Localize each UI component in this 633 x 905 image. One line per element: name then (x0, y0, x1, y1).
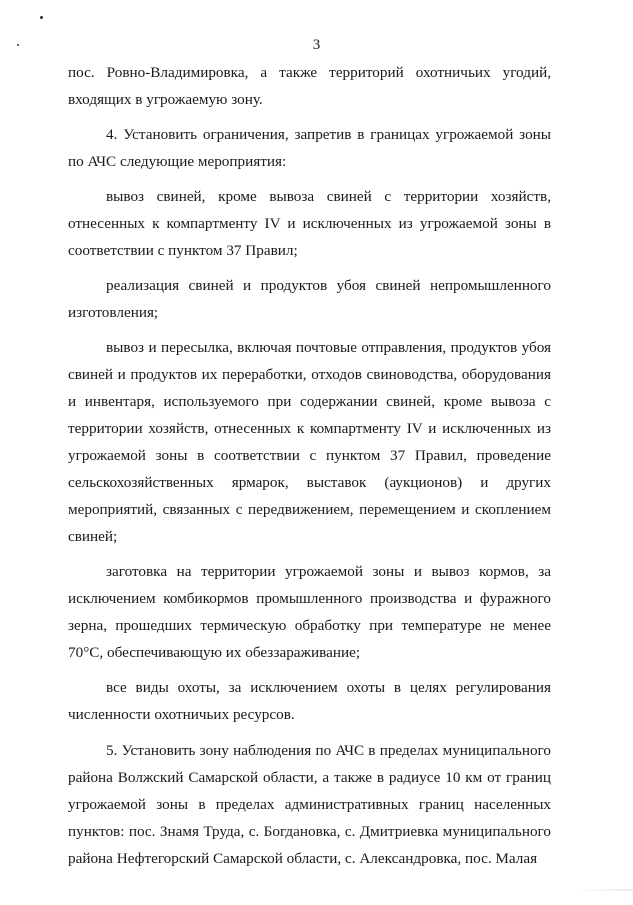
scan-edge-mark (573, 889, 633, 891)
paragraph-item-4: 4. Установить ограничения, запретив в границах угрожаемой зоны по АЧС следующие мероприятия: (68, 126, 551, 170)
paragraph-pig-sale: реализация свиней и продуктов убоя свиней непромышленного изготовления; (68, 277, 551, 321)
paragraph-pig-export: вывоз свиней, кроме вывоза свиней с территории хозяйств, отнесенных к компартменту IV и исключенных из угрожаемой зоны в соответствии с пунктом 37 Правил; (68, 188, 551, 259)
paragraph-products-export: вывоз и пересылка, включая почтовые отправления, продуктов убоя свиней и продуктов их переработки, отходов свиноводства, оборудования и инвентаря, используемого при содержании свиней, кроме вывоза с территории хозяйств, отнесенных к компартменту IV и исключенных из угрожаемой зоны в соответствии с пунктом 37 Правил, проведение сельскохозяйственных ярмарок, выставок (аукционов) и других мероприятий, связанных с передвижением, перемещением и скоплением свиней; (68, 339, 551, 545)
paragraph-continuation: пос. Ровно-Владимировка, а также территорий охотничьих угодий, входящих в угрожаемую зону. (68, 64, 551, 108)
paragraph-hunting: все виды охоты, за исключением охоты в целях регулирования численности охотничьих ресурсов. (68, 679, 551, 723)
paragraph-feed-harvest: заготовка на территории угрожаемой зоны и вывоз кормов, за исключением комбикормов промышленного производства и фуражного зерна, прошедших термическую обработку при температуре не менее 70°С, обеспечивающую их обеззараживание; (68, 563, 551, 661)
document-body (68, 59, 551, 872)
paragraph-item-5: 5. Установить зону наблюдения по АЧС в пределах муниципального района Волжский Самарской области, а также в радиусе 10 км от границ угрожаемой зоны в пределах административных границ населенных пунктов: пос. Знамя Труда, с. Богдановка, с. Дмитриевка муниципального района Нефтегорский Самарской области, с. Александровка, пос. Малая (68, 742, 551, 867)
scan-speck (40, 16, 43, 19)
page-number: 3 (312, 37, 321, 53)
